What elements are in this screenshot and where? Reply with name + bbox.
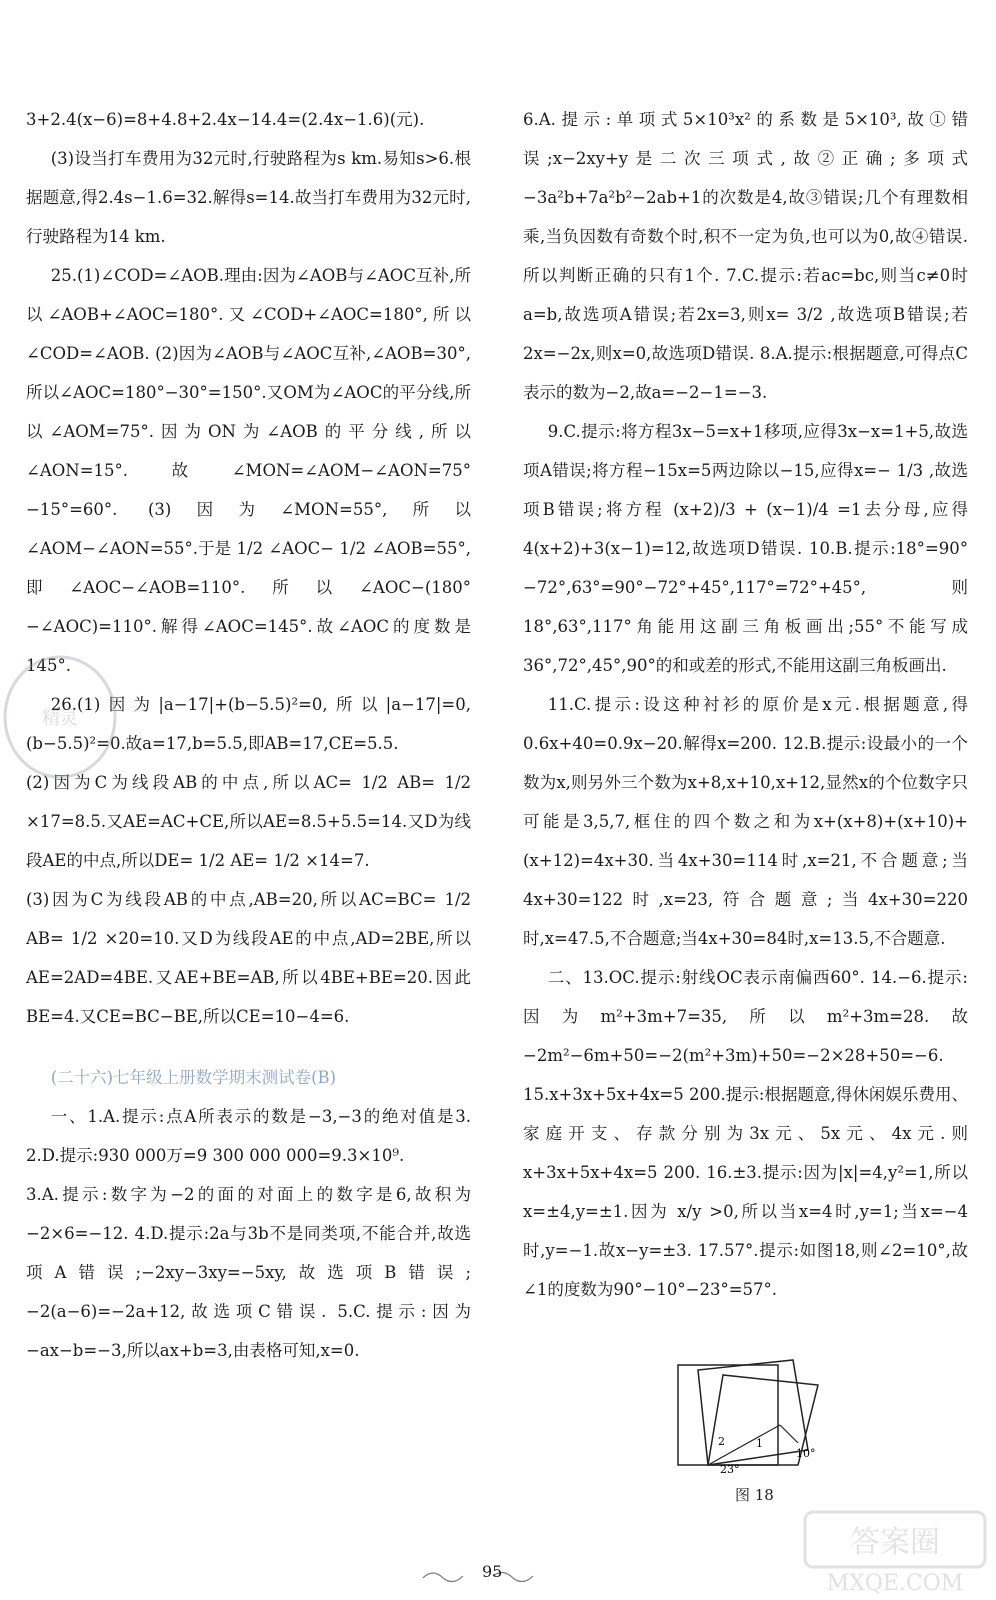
paragraph: 11.C.提示:设这种衬衫的原价是x元.根据题意,得0.6x+40=0.9x−20.解得x=200. 12.B.提示:设最小的一个数为x,则另外三个数为x+8,x+10,x+12,显然x的个位数字只可能是3,5,7,框住的四个数之和为x+(x+8)+(x+10)+(x+12)=4x+30.当4x+30=114时,x=21,不合题意;当4x+30=122时,x=23,符合题意;当4x+30=220时,x=47.5,不合题意;当4x+30=84时,x=13.5,不合题意. — [523, 695, 968, 948]
arrow-line — [780, 1425, 798, 1443]
paragraph: 3.A.提示:数字为−2的面的对面上的数字是6,故积为−2×6=−12. 4.D.提示:2a与3b不是同类项,不能合并,故选项A错误;−2xy−3xy=−5xy,故选项B错误;−2(a−6)=−2a+12,故选项C错误. 5.C.提示:因为−ax−b=−3,所以ax+b=3,由表格可知,x=0. — [26, 1185, 471, 1360]
page-ornament-icon — [418, 1566, 538, 1586]
logo-watermark-icon — [800, 1502, 990, 1597]
stamp-icon — [0, 652, 120, 782]
angle-label-23: 23° — [720, 1463, 740, 1475]
figure-18 — [668, 1355, 838, 1475]
paragraph: 6.A.提示:单项式5×10³x²的系数是5×10³,故①错误;x−2xy+y是二次三项式,故②正确;多项式−3a²b+7a²b²−2ab+1的次数是4,故③错误;几个有理数相乘,当负因数有奇数个时,积不一定为负,也可以为0,故④错误.所以判断正确的只有1个. 7.C.提示:若ac=bc,则当c≠0时a=b,故选项A错误;若2x=3,则x= 3/2 ,故选项B错误;若2x=−2x,则x=0,故选项D错误. 8.A.提示:根据题意,可得点C表示的数为−2,故a=−2−1=−3. — [523, 110, 968, 402]
section-title: (二十六)七年级上册数学期末测试卷(B) — [50, 1068, 337, 1087]
paragraph: (3)因为C为线段AB的中点,AB=20,所以AC=BC= 1/2 AB= 1/2 ×20=10.又D为线段AE的中点,AD=2BE,所以AE=2AD=4BE.又AE+BE=AB,所以4BE+BE=20.因此BE=4.又CE=BC−BE,所以CE=10−4=6. — [26, 890, 471, 1026]
logo-text: 答案圈 — [850, 1525, 940, 1560]
logo-url-text: MXQE.COM — [826, 1571, 964, 1596]
paragraph: 9.C.提示:将方程3x−5=x+1移项,应得3x−x=1+5,故选项A错误;将方程−15x=5两边除以−15,应得x=− 1/3 ,故选项B错误;将方程 (x+2)/3 + (x−1)/4 =1去分母,应得4(x+2)+3(x−1)=12,故选项D错误. 10.B.提示:18°=90°−72°,63°=90°−72°+45°,117°=72°+45°,则18°,63°,117°角能用这副三角板画出;55°不能写成36°,72°,45°,90°的和或差的形式,不能用这副三角板画出. — [523, 422, 968, 675]
paragraph: 3+2.4(x−6)=8+4.8+2.4x−14.4=(2.4x−1.6)(元). — [26, 110, 425, 129]
page-number: 95 — [482, 1562, 503, 1581]
angle-label-10: 10° — [796, 1447, 816, 1460]
angle-label-2: 2 — [718, 1435, 725, 1448]
figure-caption: 图 18 — [735, 1486, 774, 1504]
paragraph: 二、13.OC.提示:射线OC表示南偏西60°. 14.−6.提示:因为m²+3m+7=35,所以m²+3m=28.故−2m²−6m+50=−2(m²+3m)+50=−2×28+50=−6. — [523, 968, 968, 1065]
tilted-square-1 — [698, 1360, 808, 1465]
right-column — [523, 100, 968, 1309]
paragraph: 一、1.A.提示:点A所表示的数是−3,−3的绝对值是3. 2.D.提示:930 000万=9 300 000 000=9.3×10⁹. — [26, 1107, 471, 1165]
paragraph: 15.x+3x+5x+4x=5 200.提示:根据题意,得休闲娱乐费用、家庭开支、存款分别为3x元、5x元、4x元.则x+3x+5x+4x=5 200. 16.±3.提示:因为|x|=4,y²=1,所以x=±4,y=±1.因为 x/y >0,所以当x=4时,y=1;当x=−4时,y=−1.故x−y=±3. 17.57°.提示:如图18,则∠2=10°,故∠1的度数为90°−10°−23°=57°. — [523, 1085, 968, 1299]
angle-label-1: 1 — [756, 1437, 763, 1450]
paragraph: (2)因为C为线段AB的中点,所以AC= 1/2 AB= 1/2 ×17=8.5.又AE=AC+CE,所以AE=8.5+5.5=14.又D为线段AE的中点,所以DE= 1/2 AE= 1/2 ×14=7. — [26, 773, 471, 870]
paragraph: 25.(1)∠COD=∠AOB.理由:因为∠AOB与∠AOC互补,所以∠AOB+∠AOC=180°.又∠COD+∠AOC=180°,所以∠COD=∠AOB. (2)因为∠AOB与∠AOC互补,∠AOB=30°,所以∠AOC=180°−30°=150°.又OM为∠AOC的平分线,所以∠AOM=75°.因为ON为∠AOB的平分线,所以∠AON=15°.故∠MON=∠AOM−∠AON=75°−15°=60°. (3)因为∠MON=55°,所以∠AOM−∠AON=55°.于是 1/2 ∠AOC− 1/2 ∠AOB=55°,即∠AOC−∠AOB=110°.所以∠AOC−(180°−∠AOC)=110°.解得∠AOC=145°.故∠AOC的度数是145°. — [26, 266, 471, 675]
paragraph: (3)设当打车费用为32元时,行驶路程为s km.易知s>6.根据题意,得2.4s−1.6=32.解得s=14.故当打车费用为32元时,行驶路程为14 km. — [26, 149, 471, 246]
square-outline — [678, 1365, 778, 1465]
stamp-label: 精灵 — [42, 708, 78, 729]
paragraph: 26.(1)因为|a−17|+(b−5.5)²=0,所以|a−17|=0,(b−5.5)²=0.故a=17,b=5.5,即AB=17,CE=5.5. — [26, 695, 471, 753]
